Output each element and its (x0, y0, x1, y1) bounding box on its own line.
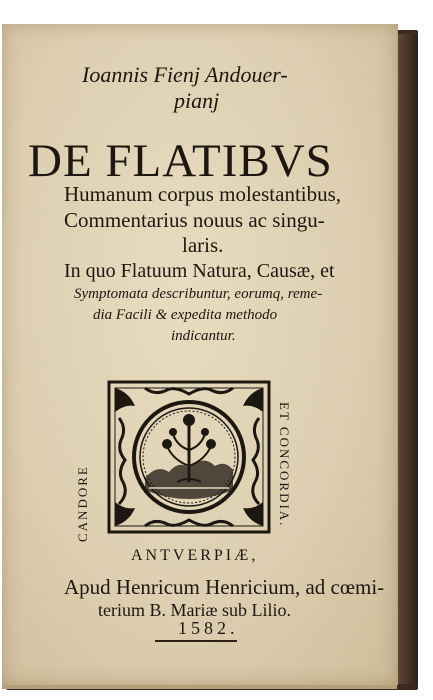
description-line-3: dia Facili & expedita methodo (93, 307, 278, 323)
subtitle-line-3: laris. (182, 233, 224, 257)
author-line-1: Ioannis Fienj Andouer- (82, 62, 288, 87)
imprint-city: ANTVERPIÆ, (131, 547, 259, 564)
subtitle-line-2: Commentarius nouus ac singu- (64, 208, 325, 232)
motto-left: CANDORE (75, 465, 90, 542)
description-line-4: indicantur. (171, 328, 236, 344)
book-title: DE FLATIBVS (28, 135, 333, 187)
motto-right: ET CONCORDIA. (277, 402, 292, 528)
description-line-1: In quo Flatuum Natura, Causæ, et (64, 260, 335, 282)
description-line-2: Symptomata describuntur, eorumq, reme- (74, 286, 323, 302)
year-underline (155, 640, 237, 642)
imprint-line-2: terium B. Mariæ sub Lilio. (98, 600, 291, 620)
publication-year: 1582. (178, 618, 239, 638)
title-page (2, 24, 398, 685)
subtitle-line-1: Humanum corpus molestantibus, (64, 182, 342, 206)
printers-mark-woodcut-icon (105, 378, 273, 536)
imprint-line-1: Apud Henricum Henricium, ad cœmi- (64, 575, 385, 599)
author-line-2: pianj (174, 88, 220, 113)
